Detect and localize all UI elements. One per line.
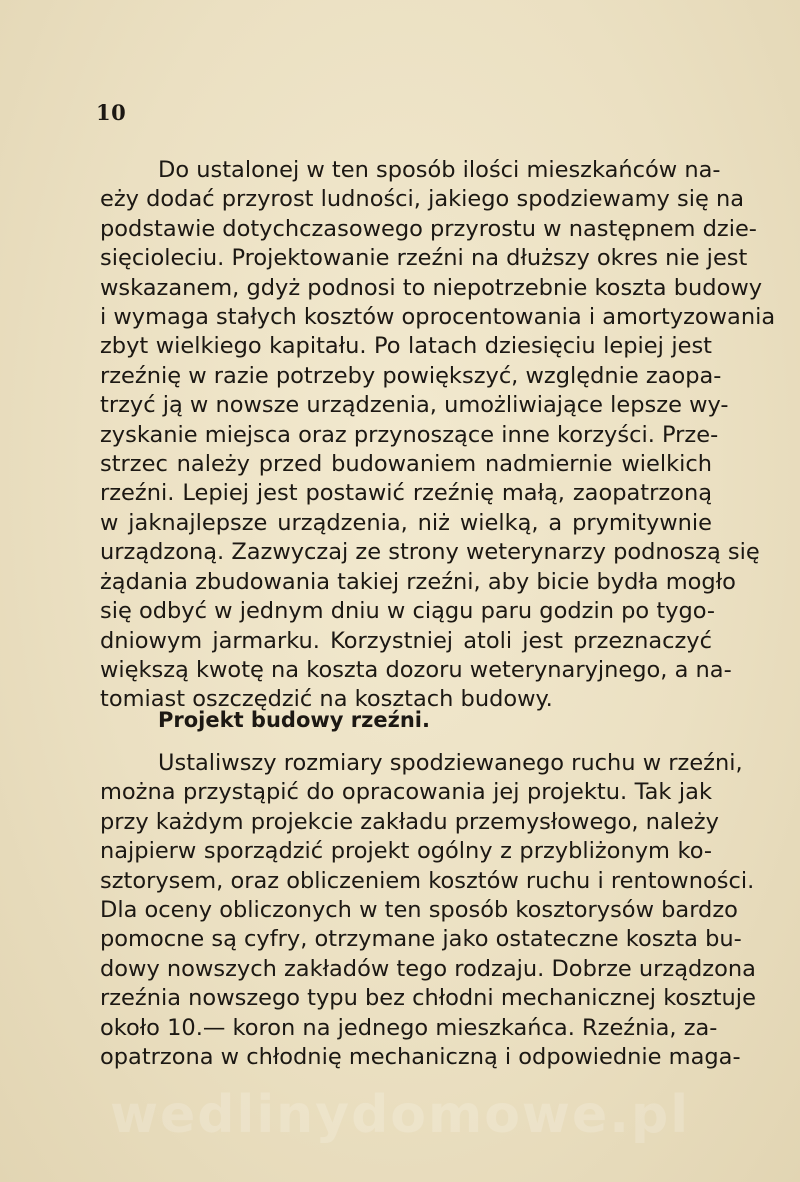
watermark: wedlinydomowe.pl [109, 1085, 691, 1145]
text-line: sięcioleciu. Projektowanie rzeźni na dłuższy okres nie jest [100, 245, 748, 272]
text-line: najpierw sporządzić projekt ogólny z przybliżonym ko- [100, 838, 712, 865]
text-line: sztorysem, oraz obliczeniem kosztów ruchu i rentowności. [100, 867, 755, 894]
text-line: zyskanie miejsca oraz przynoszące inne korzyści. Prze- [100, 421, 719, 448]
paragraph-population-growth [100, 156, 776, 715]
text-line: wskazanem, gdyż podnosi to niepotrzebnie koszta budowy [100, 274, 763, 301]
text-line: strzec należy przed budowaniem nadmiernie wielkich [100, 451, 712, 478]
text-line: większą kwotę na koszta dozoru weterynaryjnego, a na- [100, 656, 732, 683]
text-line: przy każdym projekcie zakładu przemysłowego, należy [100, 808, 719, 835]
text-line: można przystąpić do opracowania jej projektu. Tak jak [100, 779, 712, 806]
text-line: dowy nowszych zakładów tego rodzaju. Dobrze urządzona [100, 955, 756, 982]
paragraph-project-design [100, 749, 756, 1072]
page-number: 10 [96, 100, 127, 125]
section-heading: Projekt budowy rzeźni. [158, 708, 430, 732]
text-line: Dla oceny obliczonych w ten sposób kosztorysów bardzo [100, 897, 738, 924]
text-line: pomocne są cyfry, otrzymane jako ostateczne koszta bu- [100, 926, 742, 953]
text-line: trzyć ją w nowsze urządzenia, umożliwiające lepsze wy- [100, 392, 729, 419]
text-line: opatrzona w chłodnię mechaniczną i odpowiednie maga- [100, 1044, 741, 1071]
text-line: rzeźnię w razie potrzeby powiększyć, względnie zaopa- [100, 362, 722, 389]
text-line: się odbyć w jednym dniu w ciągu paru godzin po tygo- [100, 598, 716, 625]
text-line: Ustaliwszy rozmiary spodziewanego ruchu w rzeźni, [158, 750, 743, 776]
text-line: dniowym jarmarku. Korzystniej atoli jest przeznaczyć [100, 627, 712, 654]
text-line: zbyt wielkiego kapitału. Po latach dziesięciu lepiej jest [100, 333, 712, 360]
text-line: urządzoną. Zazwyczaj ze strony weterynarzy podnoszą się [100, 539, 760, 566]
text-line: podstawie dotychczasowego przyrostu w następnem dzie- [100, 215, 757, 242]
text-line: Do ustalonej w ten sposób ilości mieszkańców na- [158, 157, 721, 183]
text-line: w jaknajlepsze urządzenia, niż wielką, a prymitywnie [100, 509, 712, 536]
text-line: rzeźnia nowszego typu bez chłodni mechanicznej kosztuje [100, 985, 756, 1012]
text-line: tomiast oszczędzić na kosztach budowy. [100, 686, 553, 713]
text-line: około 10.— koron na jednego mieszkańca. Rzeźnia, za- [100, 1014, 718, 1041]
text-line: rzeźni. Lepiej jest postawić rzeźnię małą, zaopatrzoną [100, 480, 712, 507]
text-line: żądania zbudowania takiej rzeźni, aby bicie bydła mogło [100, 568, 736, 595]
text-line: i wymaga stałych kosztów oprocentowania i amortyzowania [100, 304, 776, 331]
text-line: eży dodać przyrost ludności, jakiego spodziewamy się na [100, 186, 745, 213]
